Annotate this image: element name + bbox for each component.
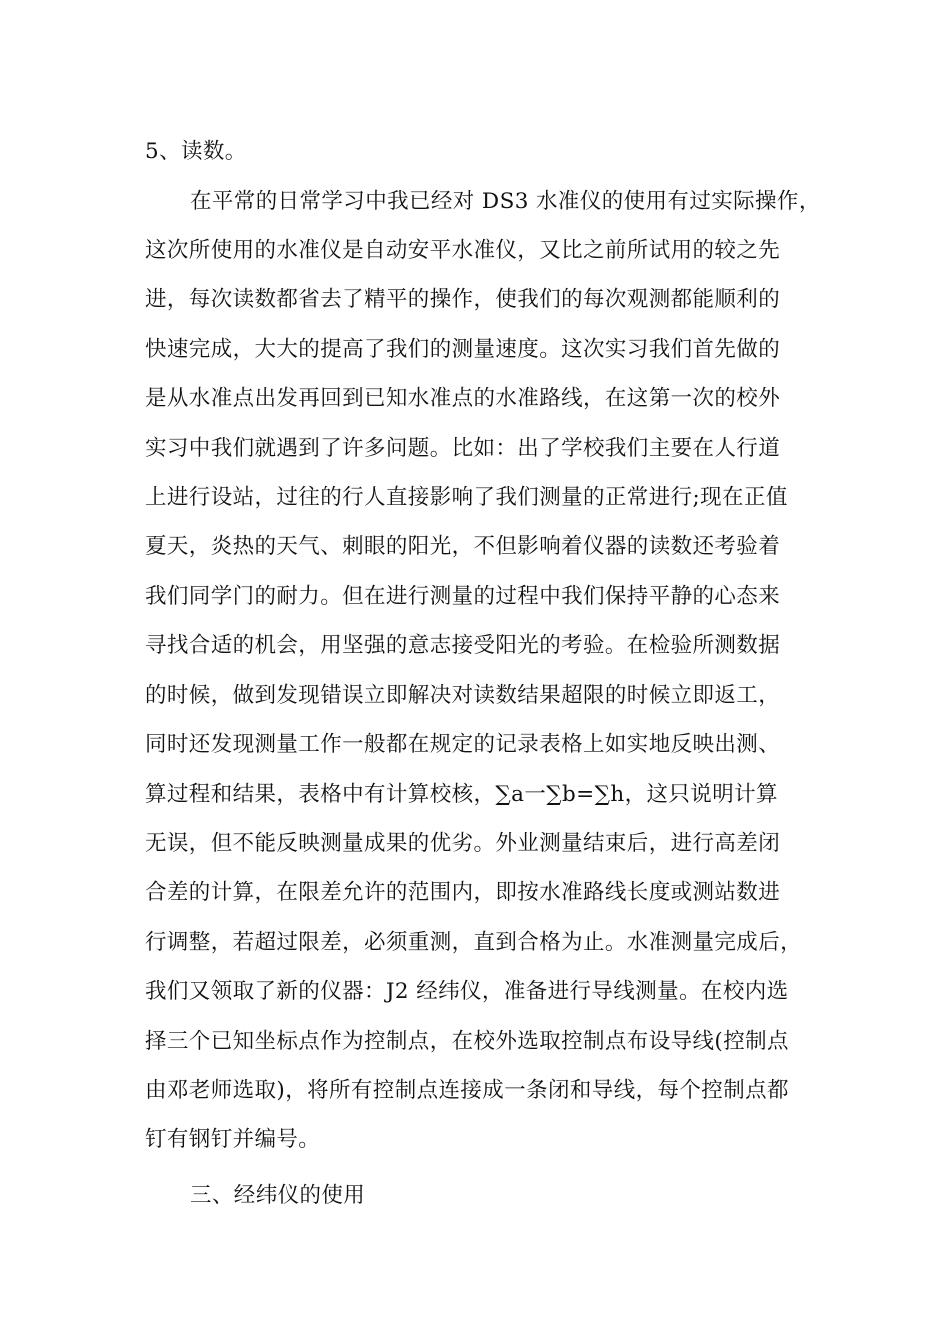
paragraph-line: 这次所使用的水准仪是自动安平水准仪，又比之前所试用的较之先: [145, 238, 781, 263]
paragraph-line: 实习中我们就遇到了许多问题。比如：出了学校我们主要在人行道: [145, 436, 781, 461]
paragraph-line: 同时还发现测量工作一般都在规定的记录表格上如实地反映出测、: [145, 732, 781, 757]
paragraph-line: 上进行设站，过往的行人直接影响了我们测量的正常进行;现在正值: [145, 485, 788, 510]
paragraph-line: 我们又领取了新的仪器：J2 经纬仪，准备进行导线测量。在校内选: [145, 979, 789, 1004]
paragraph-line: 寻找合适的机会，用坚强的意志接受阳光的考验。在检验所测数据: [145, 633, 781, 658]
paragraph-line: 行调整，若超过限差，必须重测，直到合格为止。水准测量完成后，: [145, 930, 803, 955]
paragraph-line: 我们同学门的耐力。但在进行测量的过程中我们保持平静的心态来: [145, 584, 781, 609]
paragraph-line: 算过程和结果，表格中有计算校核，∑a一∑b=∑h，这只说明计算: [145, 782, 778, 807]
paragraph-line: 无误，但不能反映测量成果的优劣。外业测量结束后，进行高差闭: [145, 831, 781, 856]
paragraph-line: 快速完成，大大的提高了我们的测量速度。这次实习我们首先做的: [145, 337, 781, 362]
paragraph-line: 是从水准点出发再回到已知水准点的水准路线，在这第一次的校外: [145, 386, 781, 411]
paragraph-line: 由邓老师选取)，将所有控制点连接成一条闭和导线，每个控制点都: [145, 1078, 789, 1103]
paragraph-line: 的时候，做到发现错误立即解决对读数结果超限的时候立即返工，: [145, 683, 781, 708]
heading-reading: 5、读数。: [145, 139, 247, 164]
paragraph-line: 夏天，炎热的天气、刺眼的阳光，不但影响着仪器的读数还考验着: [145, 534, 781, 559]
paragraph-line: 进，每次读数都省去了精平的操作，使我们的每次观测都能顺利的: [145, 287, 781, 312]
section-heading: 三、经纬仪的使用: [190, 1183, 366, 1208]
paragraph-line: 择三个已知坐标点作为控制点，在校外选取控制点布设导线(控制点: [145, 1029, 789, 1054]
paragraph-line: 在平常的日常学习中我已经对 DS3 水准仪的使用有过实际操作，: [190, 189, 821, 214]
paragraph-line: 合差的计算，在限差允许的范围内，即按水准路线长度或测站数进: [145, 880, 781, 905]
paragraph-line: 钉有钢钉并编号。: [145, 1127, 321, 1152]
